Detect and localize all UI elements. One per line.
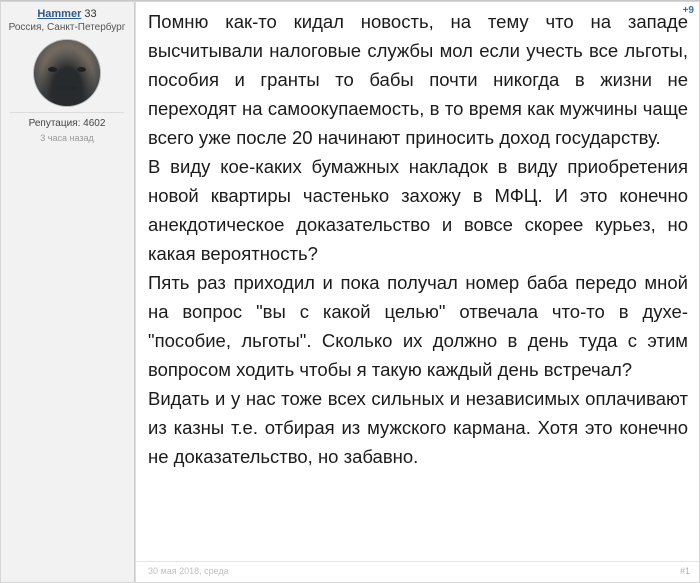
author-name-link[interactable]: Hammer [37,8,82,20]
post-time-ago: 3 часа назад [40,133,94,143]
post-paragraph: Видать и у нас тоже всех сильных и независимых оплачивают из казны т.е. отбирая из мужского кармана. Хотя это конечно не доказательство, но забавно. [148,388,688,467]
post-date: 30 мая 2018, среда [148,566,229,576]
post-footer [136,561,700,582]
author-rank: 33 [84,8,97,20]
post-paragraph: В виду кое-каких бумажных накладок в виду приобретения новой квартиры частенько захожу в МФЦ. И это конечно анекдотическое доказательство и вовсе скорее курьез, но какая вероятность? [148,156,688,264]
post-paragraph: Помню как-то кидал новость, на тему что на западе высчитывали налоговые службы мол если учесть все льготы, пособия и гранты то бабы почти никогда в жизни не переходят на самоокупаемость, в то время как мужчины чаще всего уже после 20 начинают приносить доход государству. [148,11,688,148]
avatar-eye-left-icon [48,67,57,72]
avatar-eye-right-icon [77,67,86,72]
author-header [4,8,130,21]
post-paragraph: Пять раз приходил и пока получал номер баба передо мной на вопрос "вы с какой целью" отвечала что-то в духе- "пособие, льготы". Сколько их должно в день туда с этим вопросом ходить чтобы я такую каждый день встречал? [148,272,688,380]
post-author-column [0,1,135,582]
vote-count-badge[interactable]: +9 [682,5,694,16]
post-number[interactable]: #1 [679,566,690,576]
avatar-image [34,40,100,106]
author-location: Россия, Санкт-Петербург [8,22,126,33]
post-body [148,7,688,471]
post-content-column [135,1,700,582]
avatar[interactable] [34,40,100,106]
author-reputation: Репутация: 4602 [10,112,124,130]
avatar-mouth-icon [56,86,78,90]
